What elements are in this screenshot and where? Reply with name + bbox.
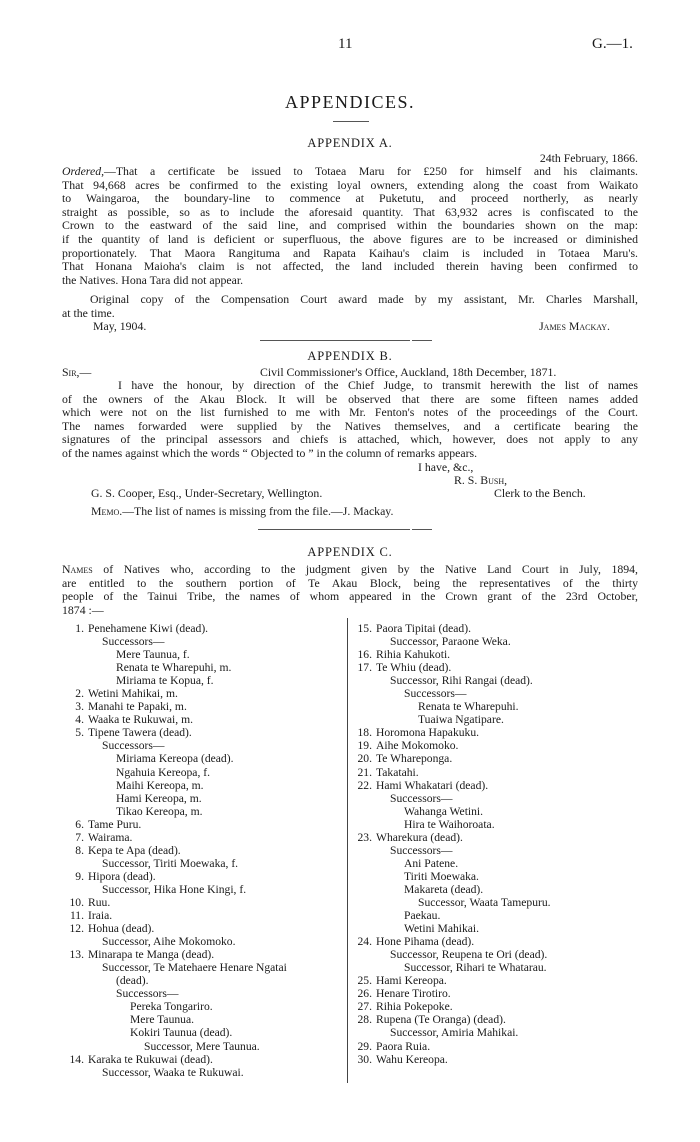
list-subitem [62,635,346,648]
list-subitem [62,1040,346,1053]
divider [412,529,432,530]
list-subitem [350,922,650,935]
item-name: Manahi te Papaki, m. [88,700,187,714]
item-name: Wahu Kereopa. [376,1052,448,1066]
item-number: 21. [357,765,372,779]
item-name: Takatahi. [376,765,419,779]
item-number: 25. [357,974,372,988]
item-name: Te Whiu (dead). [376,661,452,675]
item-number: 11. [69,909,84,923]
list-subitem [62,1026,346,1039]
item-name: Ani Patene. [404,856,459,870]
item-number: 16. [357,648,372,662]
item-name: Kepa te Apa (dead). [88,843,181,857]
list-subitem [62,805,346,818]
page-number: 11 [338,36,353,52]
column-divider [347,618,348,1083]
item-name: Minarapa te Manga (dead). [88,948,215,962]
item-name: Successor, Te Matehaere Henare Ngatai [102,961,287,975]
item-name: Makareta (dead). [404,882,484,896]
item-name: Hami Whakatari (dead). [376,778,489,792]
item-number: 5. [75,726,84,740]
list-item [350,987,650,1000]
item-name: Wairama. [88,830,133,844]
appendix-c-intro: Names of Natives who, according to the judgment given by the Native Land Court in July, 1894, are entitled to the southern portion of Te Akau Block, being the representatives of the thirty people of the Tainui Tribe, the names of whom appeared in the Crown grant of the 23rd October, 1874 :— [62,563,638,617]
list-subitem [350,948,650,961]
item-name: Successor, Tiriti Moewaka, f. [102,856,239,870]
list-subitem [62,661,346,674]
appendix-a-date: 24th February, 1866. [539,151,638,165]
list-item [350,1013,650,1026]
item-name: Karaka te Rukuwai (dead). [88,1052,213,1066]
office-line: Civil Commissioner's Office, Auckland, 18th December, 1871. [260,365,557,379]
list-item [350,622,650,635]
list-subitem [350,818,650,831]
item-name: Successor, Aihe Mokomoko. [102,935,236,949]
list-item [350,739,650,752]
item-name: Successor, Rihari te Whatarau. [404,961,547,975]
item-number: 20. [357,752,372,766]
item-name: Successor, Mere Taunua. [144,1039,260,1053]
item-name: Rihia Pokepoke. [376,1000,453,1014]
names-list-left [62,622,346,1079]
item-name: Successor, Paraone Weka. [390,635,511,649]
item-name: Waaka te Rukuwai, m. [88,713,193,727]
list-item [62,713,346,726]
item-name: Tikao Kereopa, m. [116,804,203,818]
list-item [350,779,650,792]
item-number: 6. [75,817,84,831]
item-name: Tuaiwa Ngatipare. [418,713,504,727]
item-number: 22. [357,778,372,792]
item-number: 12. [69,922,84,936]
list-subitem [62,935,346,948]
list-subitem [350,870,650,883]
list-subitem [62,1013,346,1026]
list-subitem [350,792,650,805]
list-item [62,870,346,883]
list-subitem [350,896,650,909]
item-name: Miriama Kereopa (dead). [116,752,234,766]
list-item [350,661,650,674]
list-item [350,935,650,948]
list-subitem [350,805,650,818]
list-item [62,831,346,844]
list-subitem [350,674,650,687]
item-name: Successors— [102,739,165,753]
list-item [62,948,346,961]
divider [260,340,410,341]
item-name: Horomona Hapakuku. [376,726,480,740]
list-item [350,1053,650,1066]
document-reference: G.—1. [592,36,633,52]
item-name: Wetini Mahikai. [404,922,480,936]
list-subitem [62,961,346,974]
list-subitem [62,752,346,765]
names-lead: Names [62,563,93,576]
item-name: Successor, Rihi Rangai (dead). [390,674,533,688]
addressee: G. S. Cooper, Esq., Under-Secretary, Wellington. [91,486,323,500]
item-number: 7. [75,830,84,844]
appendix-c-heading: APPENDIX C. [307,545,393,559]
list-item [62,1053,346,1066]
item-name: Hami Kereopa, m. [116,791,202,805]
item-name: Successor, Waaka te Rukuwai. [102,1065,244,1079]
list-item [350,726,650,739]
item-name: Kokiri Taunua (dead). [130,1026,233,1040]
memo-label: Memo. [91,504,123,518]
item-name: Hami Kereopa. [376,974,447,988]
list-item [62,818,346,831]
item-name: Ruu. [88,895,111,909]
item-name: Successor, Waata Tamepuru. [418,895,551,909]
item-number: 26. [357,987,372,1001]
list-subitem [62,648,346,661]
item-name: Paekau. [404,909,441,923]
item-name: Successors— [390,843,453,857]
signature-mackay: James Mackay. [539,319,610,333]
divider [412,340,432,341]
closing: I have, &c., [418,460,474,474]
divider [258,529,410,530]
list-item [350,831,650,844]
list-item [62,622,346,635]
item-number: 30. [357,1052,372,1066]
item-number: 24. [357,935,372,949]
item-name: Mere Taunua, f. [116,648,190,662]
list-subitem [62,974,346,987]
item-name: Rupena (Te Oranga) (dead). [376,1013,506,1027]
list-item [350,1040,650,1053]
item-name: Successor, Reupena te Ori (dead). [390,948,548,962]
appendix-a-note: Original copy of the Compensation Court award made by my assistant, Mr. Charles Marshall, at the time. [62,293,638,320]
list-item [62,687,346,700]
memo: Memo.—The list of names is missing from the file.—J. Mackay. [91,504,394,518]
salutation: Sir,— [62,365,92,379]
list-subitem [62,857,346,870]
list-item [350,648,650,661]
appendix-b-heading: APPENDIX B. [307,349,393,363]
item-name: Hone Pihama (dead). [376,935,475,949]
list-item [350,1000,650,1013]
item-name: Hira te Waihoroata. [404,817,495,831]
item-number: 9. [75,869,84,883]
item-name: Wharekura (dead). [376,830,463,844]
list-item [350,766,650,779]
page-title: APPENDICES. [284,92,416,112]
list-subitem [350,687,650,700]
item-name: Paora Ruia. [376,1039,431,1053]
list-subitem [350,1026,650,1039]
list-item [62,909,346,922]
item-name: (dead). [116,974,149,988]
item-name: Pereka Tongariro. [130,1000,213,1014]
list-subitem [62,766,346,779]
list-subitem [62,883,346,896]
list-item [62,922,346,935]
item-name: Hipora (dead). [88,869,156,883]
list-subitem [62,779,346,792]
item-number: 14. [69,1052,84,1066]
list-subitem [350,844,650,857]
item-name: Miriama te Kopua, f. [116,674,214,688]
item-name: Tipene Tawera (dead). [88,726,192,740]
signer-title: Clerk to the Bench. [494,486,586,500]
list-subitem [350,883,650,896]
item-name: Successor, Amiria Mahikai. [390,1026,519,1040]
names-list-right [350,622,650,1066]
list-item [350,752,650,765]
item-name: Rihia Kahukoti. [376,648,451,662]
list-item [62,896,346,909]
item-name: Te Whareponga. [376,752,453,766]
list-subitem [62,987,346,1000]
item-name: Hohua (dead). [88,922,155,936]
list-subitem [62,1066,346,1079]
list-subitem [350,857,650,870]
item-name: Aihe Mokomoko. [376,739,459,753]
appendix-b-body: I have the honour, by direction of the Chief Judge, to transmit herewith the list of names of the owners of the Akau Block. It will be observed that there are some fifteen names added which were not on the list furnished to me with Mr. Fenton's notes of the proceedings of the Court. The names forwarded were supplied by the Natives themselves, and a certificate bearing the signatures of the principal assessors and chiefs is attached, which, however, does not apply to any of the names against which the words “ Objected to ” in the column of remarks appears. [62,379,638,460]
item-name: Ngahuia Kereopa, f. [116,765,210,779]
item-name: Maihi Kereopa, m. [116,778,204,792]
item-number: 2. [75,687,84,701]
item-number: 15. [357,622,372,635]
item-number: 19. [357,739,372,753]
item-name: Iraia. [88,909,113,923]
item-name: Successors— [404,687,467,701]
item-number: 17. [357,661,372,675]
item-name: Wahanga Wetini. [404,804,484,818]
item-name: Paora Tipitai (dead). [376,622,471,635]
item-name: Mere Taunua. [130,1013,195,1027]
list-item [62,700,346,713]
item-name: Renata te Wharepuhi, m. [116,661,232,675]
item-number: 28. [357,1013,372,1027]
item-number: 29. [357,1039,372,1053]
item-name: Successors— [116,987,179,1001]
list-subitem [350,961,650,974]
list-subitem [62,792,346,805]
item-number: 8. [75,843,84,857]
item-number: 27. [357,1000,372,1014]
item-name: Successor, Hika Hone Kingi, f. [102,882,247,896]
list-subitem [350,713,650,726]
list-subitem [350,635,650,648]
signer-name: R. S. Bush, [454,473,508,487]
list-item [62,844,346,857]
list-subitem [62,739,346,752]
note-date: May, 1904. [93,319,147,333]
list-item [350,974,650,987]
item-name: Penehamene Kiwi (dead). [88,622,209,635]
list-subitem [350,909,650,922]
item-name: Tiriti Moewaka. [404,869,479,883]
item-number: 23. [357,830,372,844]
item-name: Successors— [102,635,165,649]
item-name: Successors— [390,791,453,805]
item-number: 10. [69,895,84,909]
item-name: Tame Puru. [88,817,142,831]
list-item [62,726,346,739]
list-subitem [350,700,650,713]
item-number: 3. [75,700,84,714]
list-subitem [62,674,346,687]
appendix-a-heading: APPENDIX A. [307,136,393,150]
item-number: 1. [75,622,84,635]
item-number: 13. [69,948,84,962]
item-name: Renata te Wharepuhi. [418,700,519,714]
appendix-a-body: Ordered,—That a certificate be issued to Totaea Maru for £250 for himself and his claimants. That 94,668 acres be confirmed to the existing loyal owners, extending along the coast from Waikato to Waingaroa, the boundary-line to commence at Puketutu, and proceed northerly, as nearly straight as possible, so as to include the aforesaid quantity. That 63,932 acres is confiscated to the Crown to the eastward of the said line, and comprised within the boundaries shown on the map: if the quantity of land is deficient or superfluous, the above figures are to be increased or diminished proportionately. That Maora Rangituma and Rapata Kaihau's claim is included in Totaea Maru's. That Honana Maioha's claim is not affected, the land included therein having been confirmed to the Natives. Hona Tara did not appear. [62,165,638,287]
item-name: Wetini Mahikai, m. [88,687,178,701]
divider [333,121,369,122]
list-subitem [62,1000,346,1013]
item-number: 18. [357,726,372,740]
item-name: Henare Tirotiro. [376,987,451,1001]
item-number: 4. [75,713,84,727]
ordered-label: Ordered, [62,165,105,178]
